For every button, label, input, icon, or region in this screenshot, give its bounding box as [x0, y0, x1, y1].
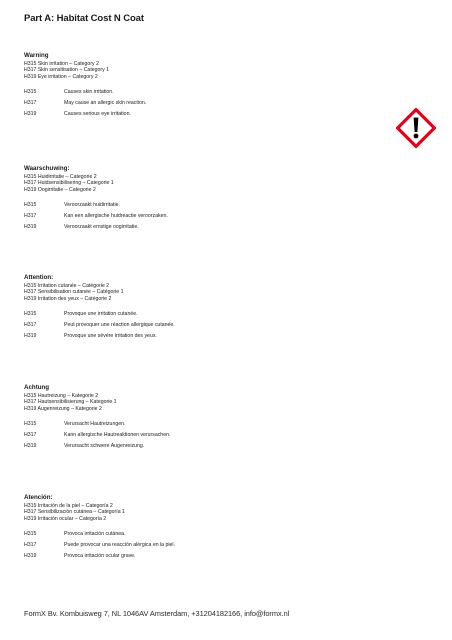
section-heading: Waarschuwing: — [24, 165, 70, 172]
hazard-statements — [24, 309, 384, 341]
hazard-category: H317 Hautsensibilisierung – Kategorie 1 — [24, 399, 117, 406]
hazard-category: H317 Skin sensitisation – Category 1 — [24, 67, 110, 74]
h-statement: Causes serious eye irritation. — [64, 110, 131, 117]
h-code: H315 — [24, 89, 37, 96]
exclamation-mark-ghs07-icon — [396, 108, 436, 148]
h-statement: Provoca irritación cutánea. — [64, 531, 126, 538]
h-code: H317 — [24, 432, 37, 439]
section-heading: Warning — [24, 52, 49, 59]
h-statement: Kann allergische Hautreaktionen verursachen. — [64, 432, 171, 439]
section-heading: Achtung — [24, 384, 50, 391]
hazard-statements — [24, 87, 384, 119]
hazard-category: H319 Irritación ocular – Categoría 2 — [24, 515, 107, 522]
h-code: H315 — [24, 421, 37, 428]
h-statement: Veroorzaakt ernstige oogirritatie. — [64, 223, 139, 230]
statement-row — [24, 419, 384, 430]
h-code: H317 — [24, 213, 37, 220]
statement-row — [24, 309, 384, 320]
statement-row — [24, 109, 384, 120]
hazard-category: H319 Irritation des yeux – Catégorie 2 — [24, 295, 112, 302]
statement-row — [24, 222, 384, 233]
footer-company-info: FormX Bv. Kombuisweg 7, NL 1046AV Amsterdam, +31204182166, info@formx.nl — [24, 609, 290, 618]
section-heading: Atención: — [24, 494, 53, 501]
h-statement: Provoque une sévère irritation des yeux. — [64, 332, 157, 339]
h-code: H319 — [24, 332, 37, 339]
statement-row — [24, 529, 384, 540]
hazard-category: H315 Huidirritatie – Categorie 2 — [24, 174, 97, 180]
h-code: H319 — [24, 223, 37, 230]
statement-row — [24, 87, 384, 98]
h-statement: Provoque une irritation cutanée. — [64, 311, 138, 318]
hazard-category: H317 Sensibilización cutánea – Categoría 1 — [24, 509, 125, 516]
exclamation-dot — [414, 134, 419, 139]
statement-row — [24, 540, 384, 551]
section-dutch — [24, 165, 384, 233]
h-code: H319 — [24, 110, 37, 117]
statement-row — [24, 430, 384, 441]
statement-row — [24, 551, 384, 562]
page-title: Part A: Habitat Cost N Coat — [24, 13, 144, 24]
h-statement: Puede provocar una reacción alérgica en la piel. — [64, 542, 176, 549]
h-statement: Kan een allergische huidreactie veroorzaken. — [64, 213, 168, 220]
h-code: H317 — [24, 542, 37, 549]
h-statement: Provoca irritación ocular grave. — [64, 552, 136, 559]
section-english — [24, 52, 384, 120]
h-code: H315 — [24, 202, 37, 209]
h-code: H315 — [24, 531, 37, 538]
hazard-category: H315 Skin irritation – Category 2 — [24, 61, 99, 67]
hazard-category: H315 Hautreizung – Kategorie 2 — [24, 393, 99, 399]
h-code: H317 — [24, 322, 37, 329]
hazard-category: H319 Oogirritatie – Categorie 2 — [24, 186, 96, 193]
hazard-category: H315 Irritation cutanée – Catégorie 2 — [24, 283, 110, 289]
h-statement: Veroorzaakt huidirritatie. — [64, 202, 120, 209]
statement-row — [24, 200, 384, 211]
hazard-category: H315 Irritación de la piel – Categoría 2 — [24, 503, 113, 509]
hazard-category: H317 Sensibilisation cutanée – Catégorie 1 — [24, 289, 124, 296]
section-german — [24, 384, 384, 452]
section-french — [24, 274, 384, 342]
statement-row — [24, 441, 384, 452]
hazard-statements — [24, 200, 384, 232]
statement-row — [24, 211, 384, 222]
section-heading: Attention: — [24, 274, 54, 281]
h-code: H319 — [24, 552, 37, 559]
h-statement: Verursacht Hautreizungen. — [64, 421, 126, 428]
h-statement: Verursacht schwere Augenreizung. — [64, 442, 145, 449]
hazard-category: H319 Eye irritation – Category 2 — [24, 73, 98, 80]
h-statement: Causes skin irritation. — [64, 89, 114, 96]
hazard-category: H319 Augenreizung – Kategorie 2 — [24, 405, 102, 412]
h-code: H317 — [24, 100, 37, 107]
h-statement: May cause an allergic skin reaction. — [64, 100, 147, 107]
statement-row — [24, 320, 384, 331]
section-spanish — [24, 494, 384, 562]
statement-row — [24, 98, 384, 109]
h-code: H315 — [24, 311, 37, 318]
h-code: H319 — [24, 442, 37, 449]
statement-row — [24, 331, 384, 342]
h-statement: Peut provoquer une réaction allergique cutanée. — [64, 322, 175, 329]
hazard-category: H317 Huidsensibilisering – Categorie 1 — [24, 180, 114, 187]
hazard-statements — [24, 419, 384, 451]
hazard-statements — [24, 529, 384, 561]
